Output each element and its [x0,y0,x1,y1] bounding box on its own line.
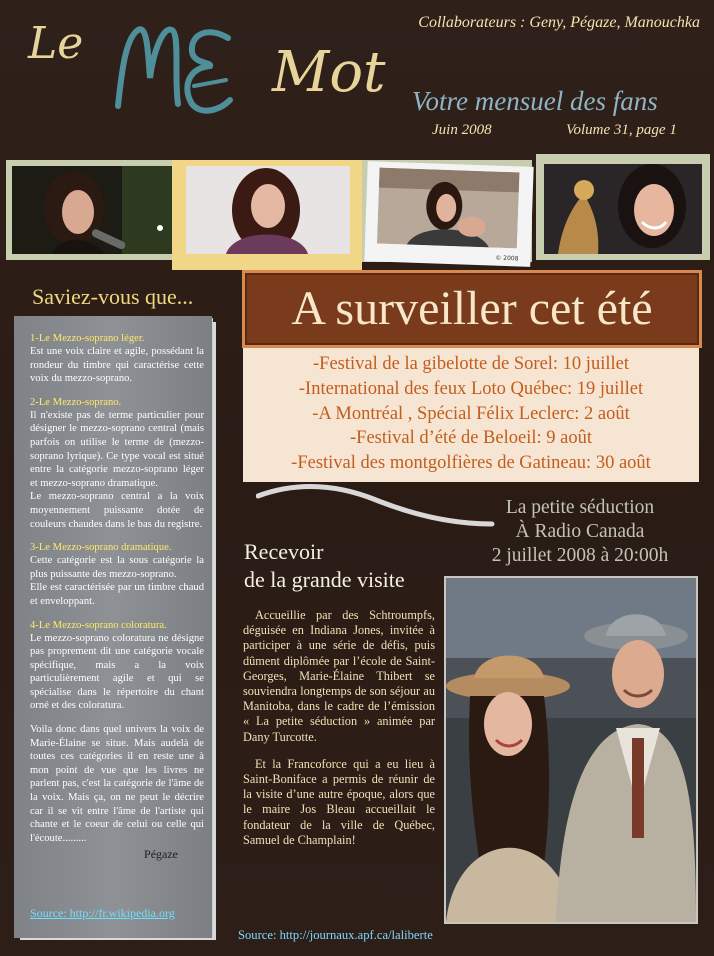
article-paragraph: Accueillie par des Schtroumpfs, déguisée en Indiana Jones, invitée à participer à une série de défis, puis dûment diplômée par l’école de Saint-Georges, Marie-Élaine Thibert se souviendra longtemps de son séjour au Manitoba, dans le cadre de l’émission « La petite séduction » animée par Dany Turcotte. [243,608,435,744]
photo-frame-1 [6,160,178,260]
decorative-swoosh-icon [256,480,496,530]
sidebar-section-text: Le mezzo-soprano coloratura ne désigne pas proprement dit une catégorie vocale spécifique, mais a la voix particulièrement agile et qui se spécialise dans le répertoire du chant orné et des coloratura. [30,632,204,712]
sidebar-section-title: 4-Le Mezzo-soprano coloratura. [30,619,167,631]
logo-le: Le [28,18,84,69]
portrait-smiling-photo [186,166,350,254]
polaroid-photo [377,168,520,249]
laliberte-source-link[interactable]: Source: http://journaux.apf.ca/laliberte [238,928,433,942]
event-item: -A Montréal , Spécial Félix Leclerc: 2 août [312,403,630,424]
event-item: -Festival d’été de Beloeil: 9 août [350,428,592,449]
sidebar-section-title: 3-Le Mezzo-soprano dramatique. [30,542,172,554]
article-title-line-1: Recevoir [244,539,324,564]
indiana-jones-photo [444,576,698,924]
logo-mot: Mot [272,40,386,105]
singer-with-microphone-photo [12,166,174,254]
sidebar-section-title: 1-Le Mezzo-soprano léger. [30,333,145,344]
petite-line-3: 2 juillet 2008 à 20:00h [491,545,669,566]
photo-frame-2 [172,160,362,270]
sidebar-section-text-2: Elle est caractérisée par un timbre chaud et enveloppant. [30,582,204,607]
sidebar-section-text: Est une voix claire et agile, possédant la rondeur du timbre qui caractérise cette voix du mezzo-soprano. [30,346,204,385]
headline-title: A surveiller cet été [291,282,653,335]
article-paragraph: Et la Francoforce qui a eu lieu à Saint-Boniface a permis de réunir de la visite d’une autre époque, alors que le maire Jos Bleau accueillait le fondateur de la ville de Québec, Samuel de Champlain! [243,756,435,847]
events-list [243,348,699,482]
sidebar-closing: Voila donc dans quel univers la voix de Marie-Élaine se situe. Mais audelà de toutes ces catégories il en reste une à mon point de vue que les livres ne parlent pas, c'est la catégorie de l'âme de la voix. Mais ça, on ne peut le décrire car il se vit entre l'âme de l'artiste qui chante et le coeur de celui ou celle qui l'écoute......... [30,724,204,844]
event-item: -International des feux Loto Québec: 19 juillet [298,378,644,399]
issue-volume: Volume 31, page 1 [566,122,677,138]
sidebar-section-text: Cette catégorie est la sous catégorie la plus puissante des mezzo-soprano. [30,555,204,580]
polaroid-caption: © 2008 [495,254,519,263]
petite-line-2: À Radio Canada [515,521,645,542]
sidebar-signature: Pégaze [144,847,178,862]
sidebar-section-text-2: Le mezzo-soprano central a la voix moyennement puissante dotée de couleurs chaudes dans le bas du registre. [30,491,204,530]
issue-date: Juin 2008 [432,122,492,138]
sidebar-heading: Saviez-vous que... [32,284,194,309]
photo-frame-4 [536,154,710,260]
wikipedia-source-link[interactable]: Source: http://fr.wikipedia.org [30,906,175,920]
article-title [244,538,405,594]
logo-me-icon [108,8,238,118]
award-trophy-photo [544,164,702,254]
petite-line-1: La petite séduction [505,497,655,518]
article-title-line-2: de la grande visite [244,567,405,592]
sidebar-panel [14,316,212,938]
photo-frame-3 [362,160,532,262]
sidebar-section-text: Il n'existe pas de terme particulier pour désigner le mezzo-soprano central (mais parfois on utilise le terme de (mezzo-soprano lyrique). Ce type vocal est situé entre la catégorie mezzo-soprano léger et mezzo-soprano dramatique. [30,409,204,489]
headline-box [242,270,702,348]
article-body [243,608,435,860]
event-item: -Festival de la gibelotte de Sorel: 10 juillet [313,354,629,374]
sidebar-section-title: 2-Le Mezzo-soprano. [30,396,122,408]
event-item: -Festival des montgolfières de Gatineau: 30 août [291,453,651,474]
petite-seduction-note [468,496,692,568]
collaborators-line: Collaborateurs : Geny, Pégaze, Manouchka [418,14,700,31]
tagline: Votre mensuel des fans [412,86,658,116]
